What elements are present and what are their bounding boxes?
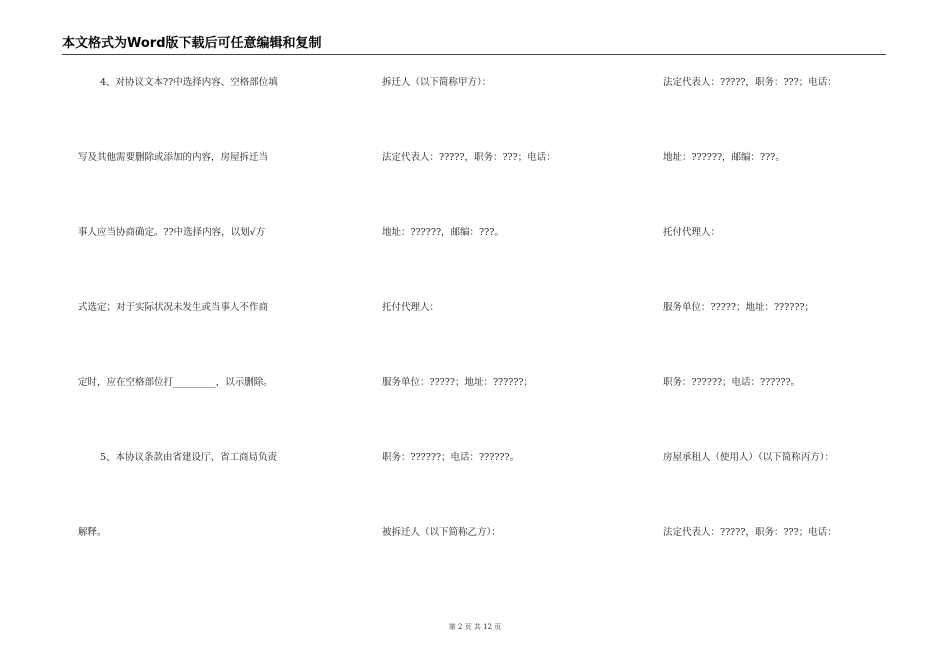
text-line: 4、对协议文本??中选择内容、空格部位填 <box>100 77 278 88</box>
text-line: 服务单位：?????；地址：??????； <box>663 302 815 313</box>
text-line: 地址：??????，邮编：???。 <box>382 227 504 238</box>
text-line: 托付代理人： <box>382 302 440 313</box>
text-line: 房屋承租人（使用人）（以下简称丙方）： <box>663 452 835 463</box>
text-line: 服务单位：?????；地址：??????； <box>382 377 534 388</box>
text-line: 事人应当协商确定。??中选择内容，以划√方 <box>78 227 266 238</box>
text-line: 被拆迁人（以下简称乙方）： <box>382 527 501 538</box>
text-line: 法定代表人：?????，职务：???；电话： <box>663 527 837 538</box>
text-line: 法定代表人：?????，职务：???；电话： <box>382 152 556 163</box>
text-line: 托付代理人： <box>663 227 721 238</box>
text-line: 解释。 <box>78 527 107 538</box>
text-line: 地址：??????，邮编：???。 <box>663 152 785 163</box>
document-header <box>62 36 886 55</box>
text-line: 5、本协议条款由省建设厅、省工商局负责 <box>100 452 278 463</box>
header-title: 本文格式为Word版下载后可任意编辑和复制 <box>62 36 322 51</box>
text-line: 写及其他需要删除或添加的内容，房屋拆迁当 <box>78 152 269 163</box>
text-line: 法定代表人：?????，职务：???；电话： <box>663 77 837 88</box>
text-line: 职务：??????；电话：??????。 <box>663 377 801 388</box>
page-number: 第 2 页 共 12 页 <box>448 623 502 631</box>
text-line: 职务：??????；电话：??????。 <box>382 452 520 463</box>
text-line: 拆迁人（以下简称甲方）： <box>382 77 492 88</box>
text-line: 式选定；对于实际状况未发生或当事人不作商 <box>78 302 269 313</box>
text-line: 定时，应在空格部位打_________，以示删除。 <box>78 377 273 388</box>
